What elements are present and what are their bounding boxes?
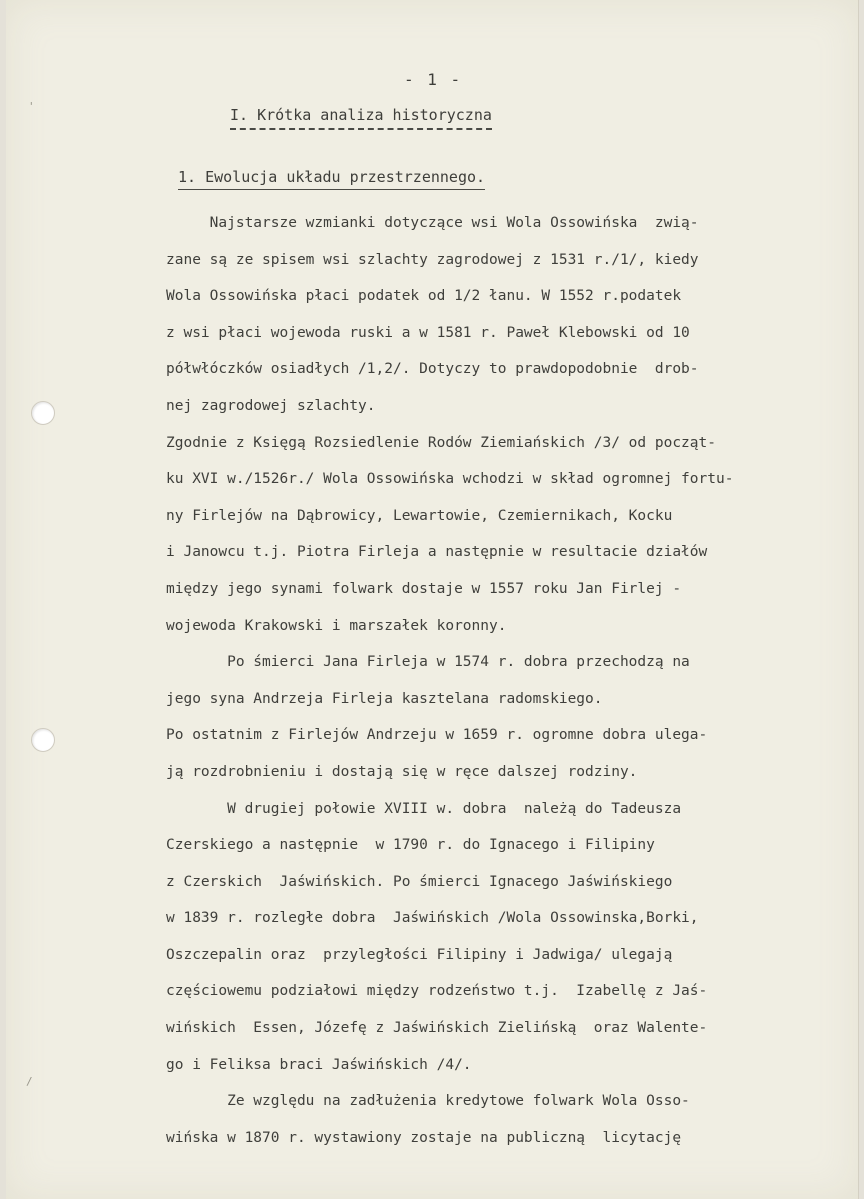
text-line: Ze względu na zadłużenia kredytowe folwark Wola Osso- [166,1093,690,1110]
text-line: W drugiej połowie XVIII w. dobra należą do Tadeusza [166,800,682,817]
text-line: Czerskiego a następnie w 1790 r. do Ignacego i Filipiny [166,837,655,854]
text-line: ku XVI w./1526r./ Wola Ossowińska wchodzi w skład ogromnej fortu- [166,471,734,488]
text-line: i Janowcu t.j. Piotra Firleja a następnie w resultacie działów [166,544,708,561]
section-title: 1. Ewolucja układu przestrzennego. [178,168,485,190]
chapter-title: I. Krótka analiza historyczna [230,106,492,130]
punch-hole-bottom [31,728,55,752]
text-line: Najstarsze wzmianki dotyczące wsi Wola Ossowińska zwią- [166,215,699,231]
punch-hole-top [31,401,55,425]
text-line: Zgodnie z Księgą Rozsiedlenie Rodów Ziemiańskich /3/ od począt- [166,434,716,451]
text-line: z wsi płaci wojewoda ruski a w 1581 r. Paweł Klebowski od 10 [166,324,690,341]
text-line: wińska w 1870 r. wystawiony zostaje na publiczną licytację [166,1129,682,1146]
text-line: Oszczepalin oraz przyległości Filipiny i Jadwiga/ ulegają [166,946,673,963]
margin-mark: ' [28,100,35,113]
text-line: nej zagrodowej szlachty. [166,397,376,414]
text-line: wińskich Essen, Józefę z Jaświńskich Zielińską oraz Walente- [166,1020,708,1037]
body-text [166,205,806,1156]
text-line: w 1839 r. rozległe dobra Jaświńskich /Wola Ossowinska,Borki, [166,910,699,927]
margin-mark: / [26,1075,33,1088]
text-line: z Czerskich Jaświńskich. Po śmierci Ignacego Jaświńskiego [166,873,673,890]
text-line: go i Feliksa braci Jaświńskich /4/. [166,1056,472,1073]
text-line: częściowemu podziałowi między rodzeństwo t.j. Izabellę z Jaś- [166,983,708,1000]
text-line: Po ostatnim z Firlejów Andrzeju w 1659 r. ogromne dobra ulega- [166,727,708,744]
text-line: jego syna Andrzeja Firleja kasztelana radomskiego. [166,690,603,707]
page-number: - 1 - [404,70,463,89]
text-line: Wola Ossowińska płaci podatek od 1/2 łanu. W 1552 r.podatek [166,288,682,305]
text-line: ny Firlejów na Dąbrowicy, Lewartowie, Czemiernikach, Kocku [166,507,673,524]
text-line: między jego synami folwark dostaje w 1557 roku Jan Firlej - [166,580,682,597]
text-line: zane są ze spisem wsi szlachty zagrodowej z 1531 r./1/, kiedy [166,251,699,268]
text-line: ją rozdrobnieniu i dostają się w ręce dalszej rodziny. [166,763,638,780]
text-line: półwłóczków osiadłych /1,2/. Dotyczy to prawdopodobnie drob- [166,361,699,378]
text-line: wojewoda Krakowski i marszałek koronny. [166,617,507,634]
document-page [6,0,859,1199]
text-line: Po śmierci Jana Firleja w 1574 r. dobra przechodzą na [166,654,690,671]
